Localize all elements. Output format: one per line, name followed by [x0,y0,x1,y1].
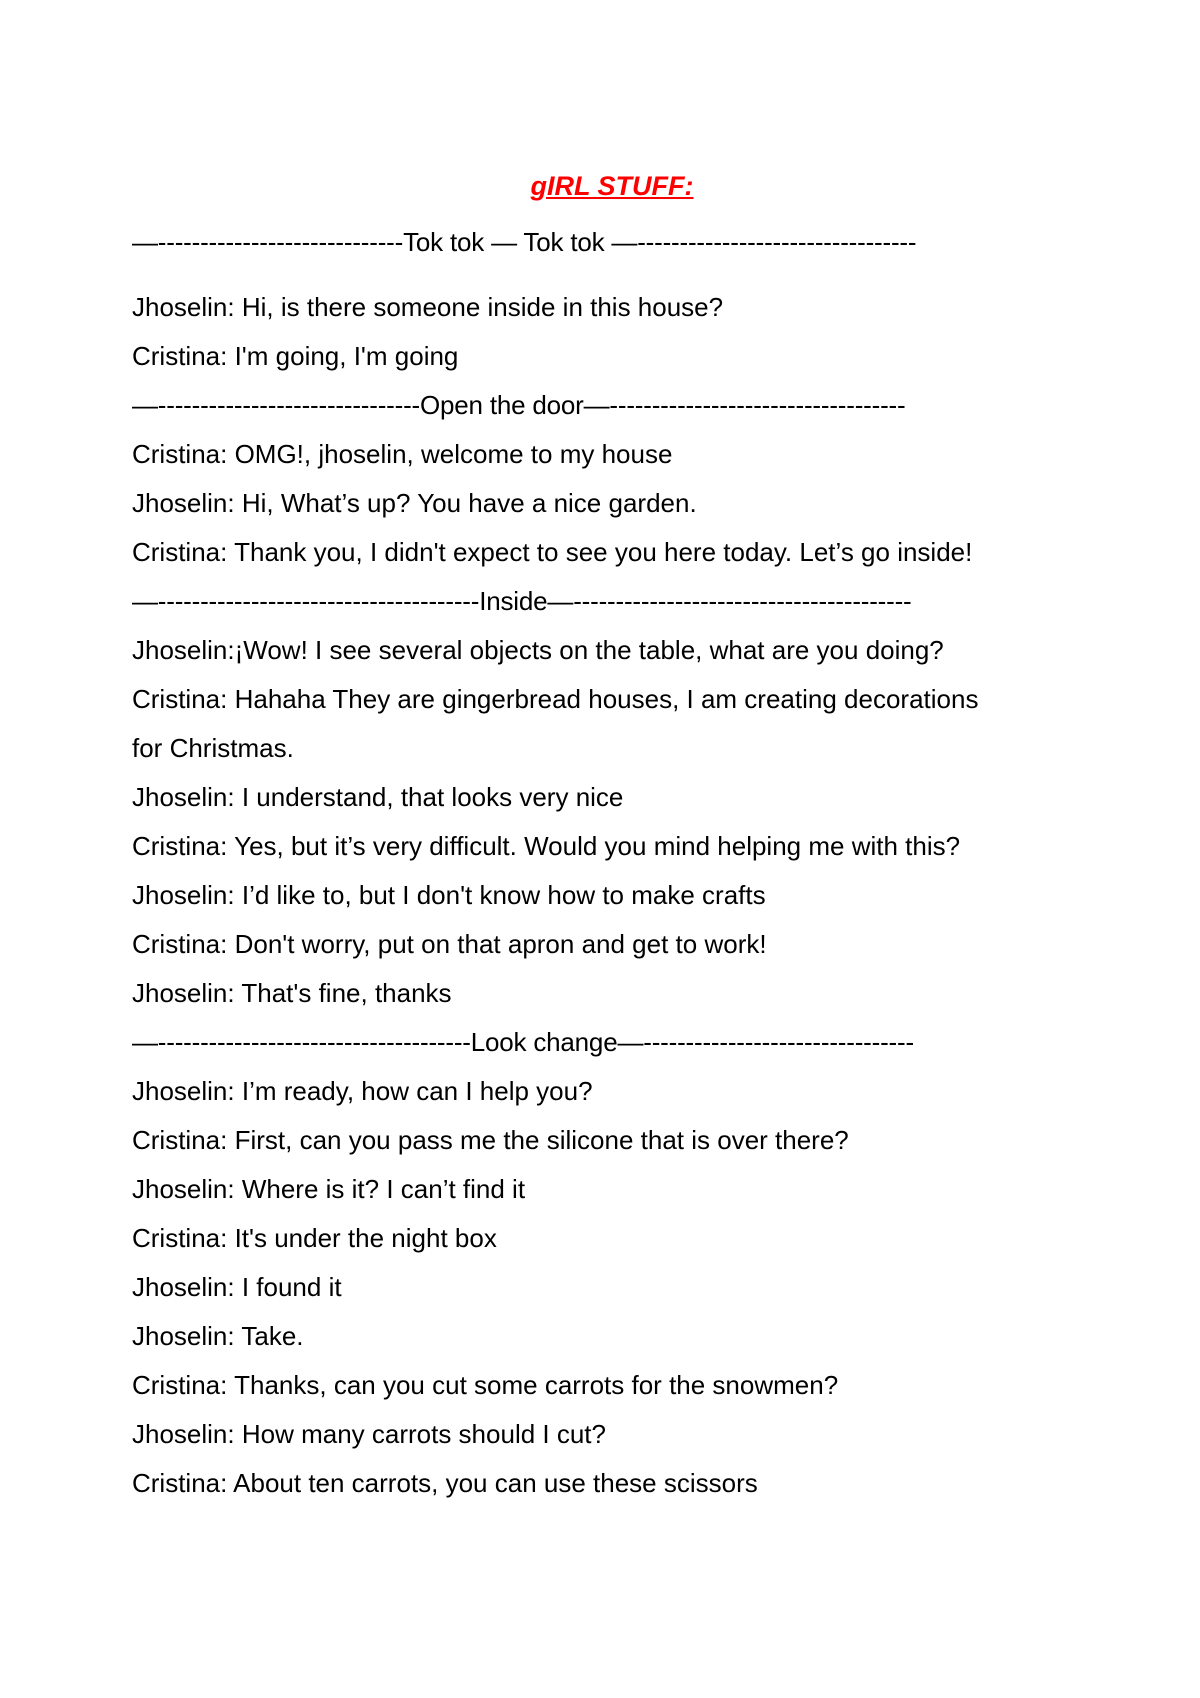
dialogue-line: Cristina: About ten carrots, you can use these scissors [132,1468,758,1498]
dialogue-line: Jhoselin: Where is it? I can’t find it [132,1174,526,1204]
scene-separator-look-change: —-------------------------------------Look change—-------------------------------- [132,1027,914,1057]
dialogue-line: Jhoselin:¡Wow! I see several objects on the table, what are you doing? [132,635,944,665]
dialogue-line: Cristina: It's under the night box [132,1223,497,1253]
dialogue-line: Jhoselin: I understand, that looks very nice [132,782,624,812]
dialogue-line: Cristina: I'm going, I'm going [132,341,459,371]
dialogue-lines [132,218,1072,1508]
dialogue-line-continuation: for Christmas. [132,733,294,763]
dialogue-line: Cristina: First, can you pass me the silicone that is over there? [132,1125,849,1155]
dialogue-line: Jhoselin: How many carrots should I cut? [132,1419,606,1449]
dialogue-line: Cristina: Thank you, I didn't expect to see you here today. Let’s go inside! [132,537,973,567]
dialogue-line: Jhoselin: Hi, is there someone inside in this house? [132,292,724,322]
document-page [132,168,1072,1508]
document-title: gIRL STUFF: [530,171,694,201]
scene-separator-open-door: —-------------------------------Open the door—----------------------------------- [132,390,906,420]
dialogue-line: Jhoselin: I’m ready, how can I help you? [132,1076,593,1106]
dialogue-line: Cristina: OMG!, jhoselin, welcome to my house [132,439,673,469]
dialogue-line: Cristina: Hahaha They are gingerbread houses, I am creating decorations [132,684,979,714]
dialogue-line: Cristina: Don't worry, put on that apron and get to work! [132,929,767,959]
dialogue-line: Cristina: Yes, but it’s very difficult. Would you mind helping me with this? [132,831,961,861]
dialogue-line: Jhoselin: I found it [132,1272,342,1302]
dialogue-line: Jhoselin: Take. [132,1321,304,1351]
dialogue-line: Cristina: Thanks, can you cut some carrots for the snowmen? [132,1370,839,1400]
dialogue-line: Jhoselin: I’d like to, but I don't know how to make crafts [132,880,766,910]
dialogue-line: Jhoselin: That's fine, thanks [132,978,452,1008]
scene-separator-inside: —--------------------------------------Inside—---------------------------------------- [132,586,912,616]
dialogue-line: Jhoselin: Hi, What’s up? You have a nice garden. [132,488,697,518]
scene-separator-tok-tok: —-----------------------------Tok tok — Tok tok —--------------------------------- [132,227,917,257]
